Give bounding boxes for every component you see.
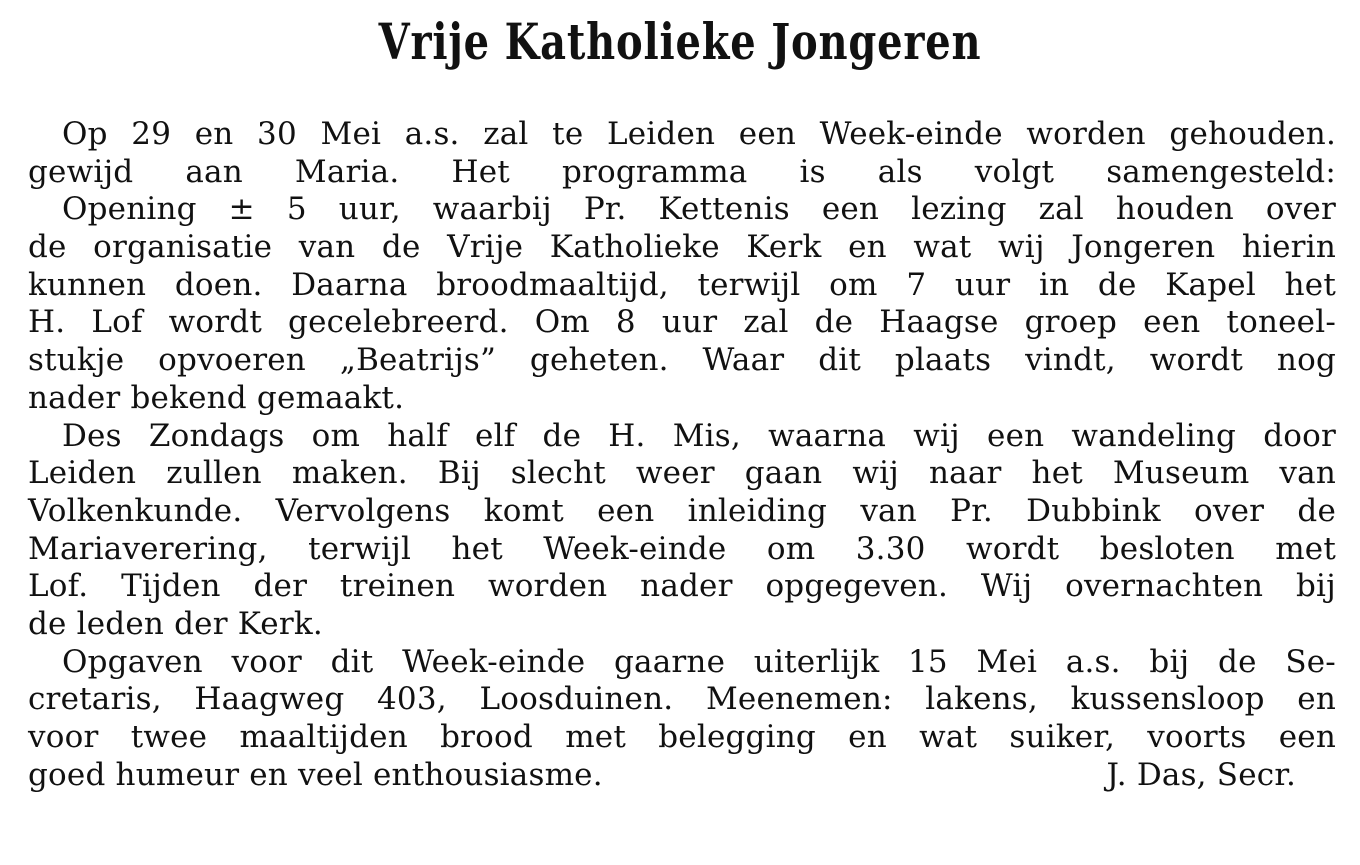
text-line: Opgaven voor dit Week-einde gaarne uiterlijk 15 Mei a.s. bij de Se-: [62, 643, 1336, 680]
text-line: stukje opvoeren „Beatrijs” geheten. Waar dit plaats vindt, wordt nog: [28, 342, 1336, 379]
text-line: goed humeur en veel enthousiasme.: [28, 756, 603, 793]
text-line: Des Zondags om half elf de H. Mis, waarna wij een wandeling door: [62, 417, 1336, 454]
text-line: de organisatie van de Vrije Katholieke Kerk en wat wij Jongeren hierin: [28, 229, 1336, 266]
text-line: Leiden zullen maken. Bij slecht weer gaan wij naar het Museum van: [28, 455, 1336, 492]
text-line: Lof. Tijden der treinen worden nader opgegeven. Wij overnachten bij: [28, 568, 1336, 605]
text-line: de leden der Kerk.: [28, 605, 323, 642]
article-body: [28, 116, 1336, 794]
text-line: H. Lof wordt gecelebreerd. Om 8 uur zal de Haagse groep een toneel-: [28, 304, 1336, 341]
text-line: Mariaverering, terwijl het Week-einde om 3.30 wordt besloten met: [28, 530, 1336, 567]
text-line: Op 29 en 30 Mei a.s. zal te Leiden een Week-einde worden gehouden.: [62, 116, 1336, 152]
text-line: cretaris, Haagweg 403, Loosduinen. Meenemen: lakens, kussensloop en: [28, 681, 1336, 718]
text-line: Volkenkunde. Vervolgens komt een inleiding van Pr. Dubbink over de: [28, 492, 1336, 529]
text-line: voor twee maaltijden brood met belegging en wat suiker, voorts een: [28, 719, 1336, 755]
closing-line-row: [28, 757, 1336, 795]
text-line: gewijd aan Maria. Het programma is als volgt samengesteld:: [28, 153, 1336, 190]
text-line: Opening ± 5 uur, waarbij Pr. Kettenis een lezing zal houden over: [62, 191, 1336, 228]
article-title: Vrije Katholieke Jongeren: [378, 12, 982, 71]
text-line: nader bekend gemaakt.: [28, 379, 405, 416]
signature: J. Das, Secr.: [1106, 756, 1296, 793]
text-line: kunnen doen. Daarna broodmaaltijd, terwijl om 7 uur in de Kapel het: [28, 266, 1336, 303]
